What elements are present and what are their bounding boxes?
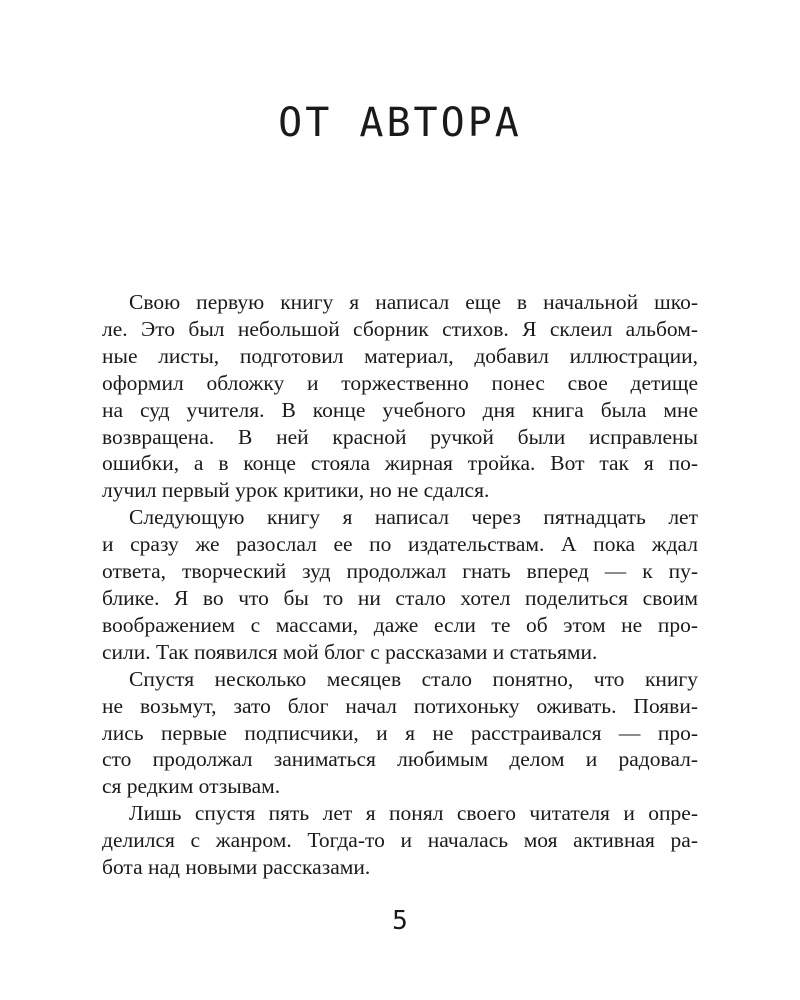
chapter-title: ОТ АВТОРА [278, 100, 522, 146]
paragraph-3-line-1: Спустя несколько месяцев стало понятно, что книгу [129, 666, 698, 691]
paragraph-4-line-1: Лишь спустя пять лет я понял своего читателя и опре- [129, 801, 698, 826]
page-number: 5 [392, 906, 408, 936]
paragraph-1-line-4: оформил обложку и торжественно понес свое детище [102, 370, 698, 395]
paragraph-4-line-3: бота над новыми рассказами. [102, 855, 371, 880]
paragraph-1-line-2: ле. Это был небольшой сборник стихов. Я склеил альбом- [102, 316, 698, 341]
paragraph-1-line-8: лучил первый урок критики, но не сдался. [102, 478, 490, 503]
paragraph-2-line-6: сили. Так появился мой блог с рассказами и статьями. [102, 639, 598, 664]
paragraph-2-line-2: и сразу же разослал ее по издательствам. А пока ждал [102, 532, 698, 557]
paragraph-2-line-5: воображением с массами, даже если те об этом не про- [102, 612, 698, 637]
paragraph-3-line-5: ся редким отзывам. [102, 774, 281, 799]
paragraph-3-line-2: не возьмут, зато блог начал потихоньку оживать. Появи- [102, 693, 698, 718]
paragraph-1-line-6: возвращена. В ней красной ручкой были исправлены [102, 424, 698, 449]
paragraph-4-line-2: делился с жанром. Тогда-то и началась моя активная ра- [102, 828, 698, 853]
paragraph-1-line-3: ные листы, подготовил материал, добавил иллюстрации, [102, 343, 698, 368]
paragraph-2-line-3: ответа, творческий зуд продолжал гнать вперед — к пу- [102, 559, 698, 584]
paragraph-1-line-7: ошибки, а в конце стояла жирная тройка. Вот так я по- [102, 451, 698, 476]
paragraph-2-line-1: Следующую книгу я написал через пятнадцать лет [129, 505, 698, 530]
paragraph-2-line-4: блике. Я во что бы то ни стало хотел поделиться своим [102, 585, 698, 610]
body-text [102, 289, 698, 881]
paragraph-3-line-3: лись первые подписчики, и я не расстраивался — про- [102, 720, 698, 745]
paragraph-1-line-5: на суд учителя. В конце учебного дня книга была мне [102, 397, 698, 422]
paragraph-1-line-1: Свою первую книгу я написал еще в начальной шко- [129, 290, 698, 314]
paragraph-3-line-4: сто продолжал заниматься любимым делом и радовал- [102, 747, 698, 772]
